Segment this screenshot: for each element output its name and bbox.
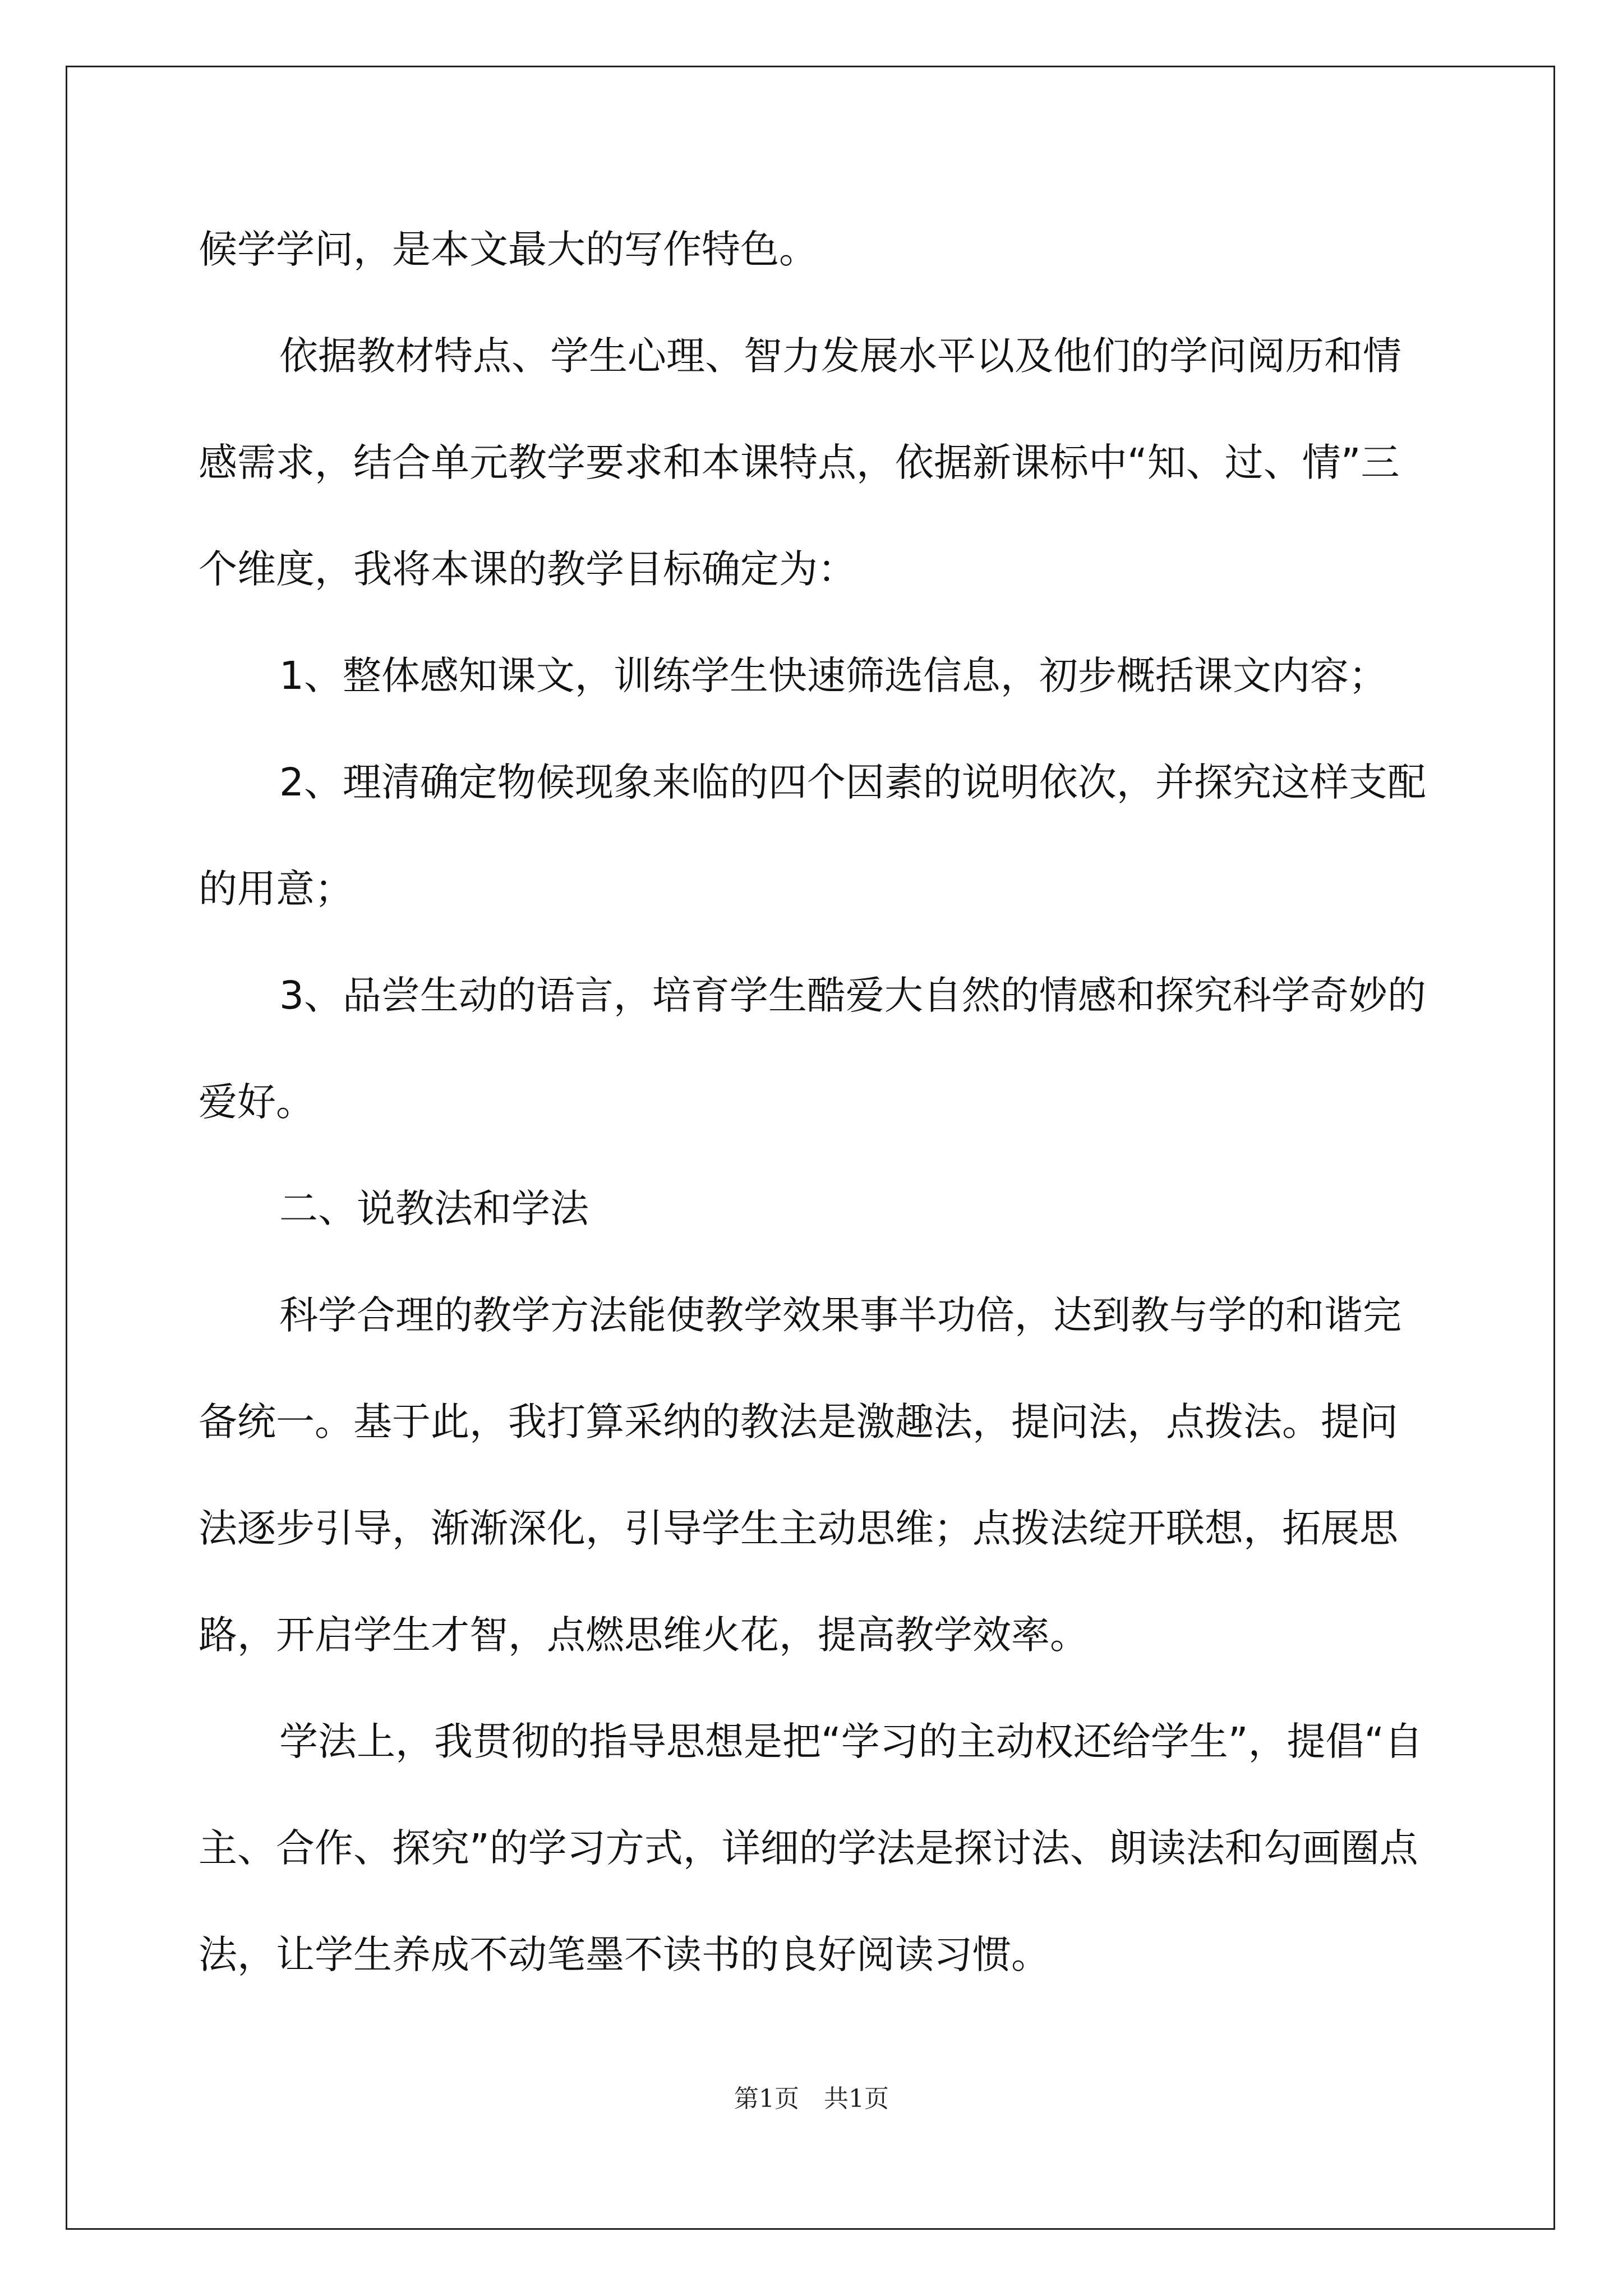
page-number-footer: 第1页 共1页 bbox=[734, 2085, 889, 2113]
document-body bbox=[199, 196, 1432, 2008]
section-heading: 二、说教法和学法 bbox=[279, 1186, 589, 1231]
paragraph-4: 2、理清确定物候现象来临的四个因素的说明依次，并探究这样支配的用意； bbox=[199, 760, 1426, 912]
paragraph-8: 学法上，我贯彻的指导思想是把“学习的主动权还给学生”，提倡“自主、合作、探究”的学习方式，详细的学法是探讨法、朗读法和勾画圈点法，让学生养成不动笔墨不读书的良好阅读习惯。 bbox=[199, 1719, 1423, 1977]
paragraph-7: 科学合理的教学方法能使教学效果事半功倍，达到教与学的和谐完备统一。基于此，我打算采纳的教法是激趣法，提问法，点拨法。提问法逐步引导，渐渐深化，引导学生主动思维；点拨法绽开联想，拓展思路，开启学生才智，点燃思维火花，提高教学效率。 bbox=[199, 1293, 1401, 1658]
paragraph-1: 候学学问，是本文最大的写作特色。 bbox=[199, 227, 818, 272]
paragraph-3: 1、整体感知课文，训练学生快速筛选信息，初步概括课文内容； bbox=[279, 654, 1387, 698]
paragraph-5: 3、品尝生动的语言，培育学生酷爱大自然的情感和探究科学奇妙的爱好。 bbox=[199, 973, 1426, 1125]
paragraph-2: 依据教材特点、学生心理、智力发展水平以及他们的学问阅历和情感需求，结合单元教学要求和本课特点，依据新课标中“知、过、情”三个维度，我将本课的教学目标确定为： bbox=[199, 334, 1401, 592]
